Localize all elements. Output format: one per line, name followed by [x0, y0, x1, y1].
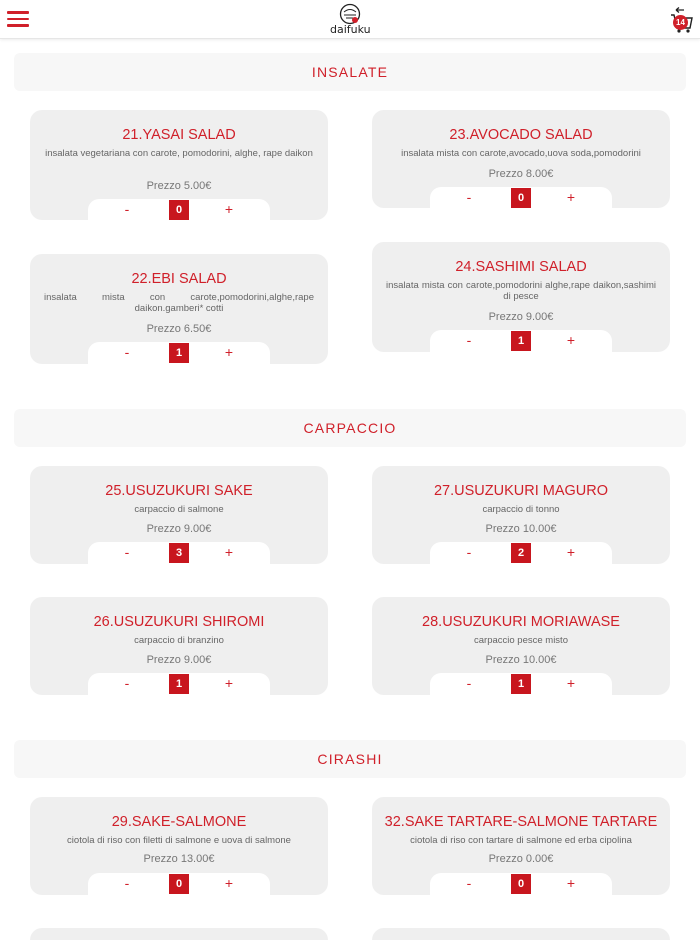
quantity-stepper [430, 187, 612, 209]
item-price: Prezzo 10.00€ [485, 654, 557, 666]
cart-button[interactable] [670, 6, 694, 34]
item-description: insalata mista con carote,pomodorini alghe,rape daikon,sashimi di pesce [386, 280, 656, 302]
item-price: Prezzo 9.00€ [488, 311, 554, 323]
menu-item-card-partial [372, 928, 670, 940]
item-price: Prezzo 6.50€ [146, 323, 212, 335]
hamburger-menu-icon[interactable] [7, 11, 29, 27]
item-name: 32.SAKE TARTARE-SALMONE TARTARE [384, 814, 658, 830]
menu-item-card [30, 797, 328, 895]
quantity-stepper [88, 873, 270, 895]
section-title-carpaccio: CARPACCIO [14, 409, 686, 447]
menu-item-card [372, 466, 670, 564]
decrease-button[interactable]: - [466, 875, 472, 891]
menu-item-card [372, 242, 670, 352]
item-description: carpaccio di tonno [482, 504, 560, 515]
section-title-insalate: INSALATE [14, 53, 686, 91]
quantity-stepper [88, 199, 270, 221]
menu-item-card-partial [30, 928, 328, 940]
item-description: insalata mista con carote,avocado,uova soda,pomodorini [401, 148, 641, 159]
quantity-stepper [430, 673, 612, 695]
item-price: Prezzo 0.00€ [488, 853, 554, 865]
decrease-button[interactable]: - [466, 332, 472, 348]
item-name: 24.SASHIMI SALAD [455, 259, 587, 275]
quantity-value: 0 [511, 874, 531, 894]
section-title-cirashi: CIRASHI [14, 740, 686, 778]
decrease-button[interactable]: - [466, 544, 472, 560]
item-price: Prezzo 13.00€ [143, 853, 215, 865]
item-price: Prezzo 10.00€ [485, 523, 557, 535]
item-price: Prezzo 9.00€ [146, 654, 212, 666]
increase-button[interactable]: + [566, 875, 576, 891]
item-description: carpaccio pesce misto [474, 635, 568, 646]
decrease-button[interactable]: - [124, 875, 130, 891]
menu-item-card [30, 597, 328, 695]
item-name: 22.EBI SALAD [131, 271, 227, 287]
item-name: 23.AVOCADO SALAD [449, 127, 593, 143]
decrease-button[interactable]: - [124, 201, 130, 217]
decrease-button[interactable]: - [124, 675, 130, 691]
quantity-value: 1 [169, 343, 189, 363]
logo-text: daifuku [330, 23, 371, 36]
quantity-value: 1 [511, 674, 531, 694]
menu-item-card [30, 254, 328, 364]
app-header [0, 0, 700, 39]
menu-item-card [30, 110, 328, 220]
item-name: 26.USUZUKURI SHIROMI [93, 614, 265, 630]
decrease-button[interactable]: - [466, 189, 472, 205]
quantity-stepper [430, 542, 612, 564]
decrease-button[interactable]: - [124, 544, 130, 560]
increase-button[interactable]: + [566, 189, 576, 205]
item-description: carpaccio di salmone [134, 504, 224, 515]
daifuku-logo-icon [339, 3, 361, 25]
menu-item-card [372, 797, 670, 895]
increase-button[interactable]: + [224, 201, 234, 217]
item-description: insalata mista con carote,pomodorini,alghe,rape daikon.gamberi* cotti [44, 292, 314, 314]
increase-button[interactable]: + [224, 875, 234, 891]
item-price: Prezzo 5.00€ [146, 180, 212, 192]
item-name: 29.SAKE-SALMONE [111, 814, 247, 830]
quantity-stepper [88, 542, 270, 564]
menu-item-card [372, 597, 670, 695]
quantity-stepper [88, 342, 270, 364]
decrease-button[interactable]: - [124, 344, 130, 360]
quantity-stepper [430, 873, 612, 895]
item-price: Prezzo 9.00€ [146, 523, 212, 535]
menu-item-card [372, 110, 670, 208]
item-description: carpaccio di branzino [134, 635, 224, 646]
quantity-stepper [88, 673, 270, 695]
quantity-stepper [430, 330, 612, 352]
item-description: ciotola di riso con tartare di salmone ed erba cipolina [410, 835, 632, 846]
item-name: 27.USUZUKURI MAGURO [433, 483, 609, 499]
increase-button[interactable]: + [566, 675, 576, 691]
item-price: Prezzo 8.00€ [488, 168, 554, 180]
cart-count-badge: 14 [673, 15, 688, 30]
increase-button[interactable]: + [224, 344, 234, 360]
item-description: ciotola di riso con filetti di salmone e uova di salmone [67, 835, 291, 846]
item-name: 28.USUZUKURI MORIAWASE [422, 614, 620, 630]
quantity-value: 0 [511, 188, 531, 208]
menu-item-card [30, 466, 328, 564]
item-name: 25.USUZUKURI SAKE [105, 483, 253, 499]
increase-button[interactable]: + [224, 675, 234, 691]
quantity-value: 0 [169, 200, 189, 220]
item-description: insalata vegetariana con carote, pomodorini, alghe, rape daikon [45, 148, 313, 159]
quantity-value: 1 [169, 674, 189, 694]
decrease-button[interactable]: - [466, 675, 472, 691]
item-name: 21.YASAI SALAD [122, 127, 236, 143]
quantity-value: 3 [169, 543, 189, 563]
quantity-value: 1 [511, 331, 531, 351]
increase-button[interactable]: + [566, 544, 576, 560]
increase-button[interactable]: + [566, 332, 576, 348]
quantity-value: 2 [511, 543, 531, 563]
quantity-value: 0 [169, 874, 189, 894]
logo[interactable] [330, 3, 370, 37]
increase-button[interactable]: + [224, 544, 234, 560]
